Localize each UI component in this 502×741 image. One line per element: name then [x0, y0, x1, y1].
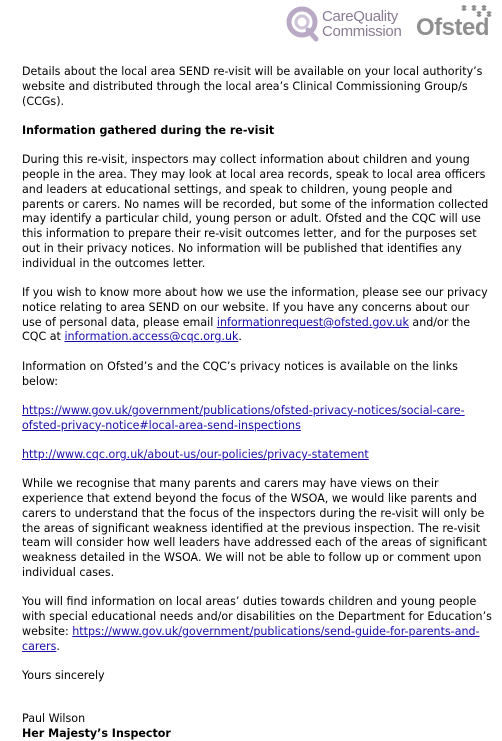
paragraph-cqc-link — [22, 448, 492, 463]
cqc-logo — [286, 6, 402, 42]
paragraph-wsoa-focus: While we recognise that many parents and carers may have views on their experience that extend beyond the focus of the WSOA, we would like parents and carers to understand that the focus of the inspectors during the re-visit will only be the areas of significant weakness identified at the previous inspection. The re-visit team will consider how well leaders have addressed each of the areas of significant weakness detailed in the WSOA. We will not be able to follow up or comment upon individual cases. — [22, 477, 487, 580]
signatory-title: Her Majesty’s Inspector — [22, 726, 171, 740]
ofsted-logo-text: Ofsted — [416, 14, 490, 41]
paragraph-send-revisit-details: Details about the local area SEND re-visit will be available on your local authority’s website and distributed through the local area’s Clinical Commissioning Group/s (CCGs). — [22, 65, 483, 108]
ofsted-email-link[interactable]: informationrequest@ofsted.gov.uk — [216, 315, 409, 329]
cqc-logo-line1: CareQuality — [322, 8, 398, 25]
privacy-contacts-text: If you wish to know more about how we use the information, please see our privacy notice relating to area SEND on our website. If you have any concerns about our use of personal data, please email — [22, 286, 488, 329]
paragraph-privacy-notices: Information on Ofsted’s and the CQC’s privacy notices is available on the links below: — [22, 359, 458, 388]
closing-line: Yours sincerely — [22, 669, 105, 682]
send-guide-link[interactable]: https://www.gov.uk/government/publications/send-guide-for-parents-and-carers — [22, 624, 480, 653]
privacy-contacts-mid: and/or the CQC at — [22, 315, 471, 344]
cqc-email-link[interactable]: information.access@cqc.org.uk — [64, 330, 239, 344]
section-heading: Information gathered during the re-visit — [22, 123, 275, 137]
paragraph-privacy-contacts — [22, 286, 492, 345]
letter-body — [22, 65, 492, 741]
privacy-contacts-end: . — [238, 330, 242, 344]
send-guide-text: You will find information on local areas’ duties towards children and young people with special educational needs and/or disabilities on the Department for Education’s website: — [22, 595, 492, 638]
cqc-logo-line2: Commission — [322, 23, 402, 40]
signatory-name: Paul Wilson — [22, 711, 86, 725]
cqc-logo-text — [322, 9, 402, 39]
paragraph-ofsted-link — [22, 404, 492, 434]
ofsted-privacy-notice-link[interactable]: https://www.gov.uk/government/publications/ofsted-privacy-notices/social-care-ofsted-privacy-notice#local-area-send-inspections — [22, 403, 465, 432]
ofsted-logo — [414, 4, 494, 44]
cqc-privacy-statement-link[interactable]: http://www.cqc.org.uk/about-us/our-policies/privacy-statement — [22, 447, 369, 461]
paragraph-information-gathered: During this re-visit, inspectors may collect information about children and young people in the area. They may look at local area records, speak to local area officers and leaders at educational settings, and speak to children, young people and parents or carers. No names will be recorded, but some of the information collected may identify a particular child, young person or adult. Ofsted and the CQC will use this information to prepare their re-visit outcomes letter, and for the purposes set out in their privacy notices. No information will be published that identifies any individual in the outcomes letter. — [22, 153, 489, 270]
paragraph-send-guide — [22, 595, 492, 654]
letter-header — [0, 0, 502, 50]
cqc-swirl-icon — [286, 6, 320, 42]
send-guide-end: . — [56, 639, 60, 653]
